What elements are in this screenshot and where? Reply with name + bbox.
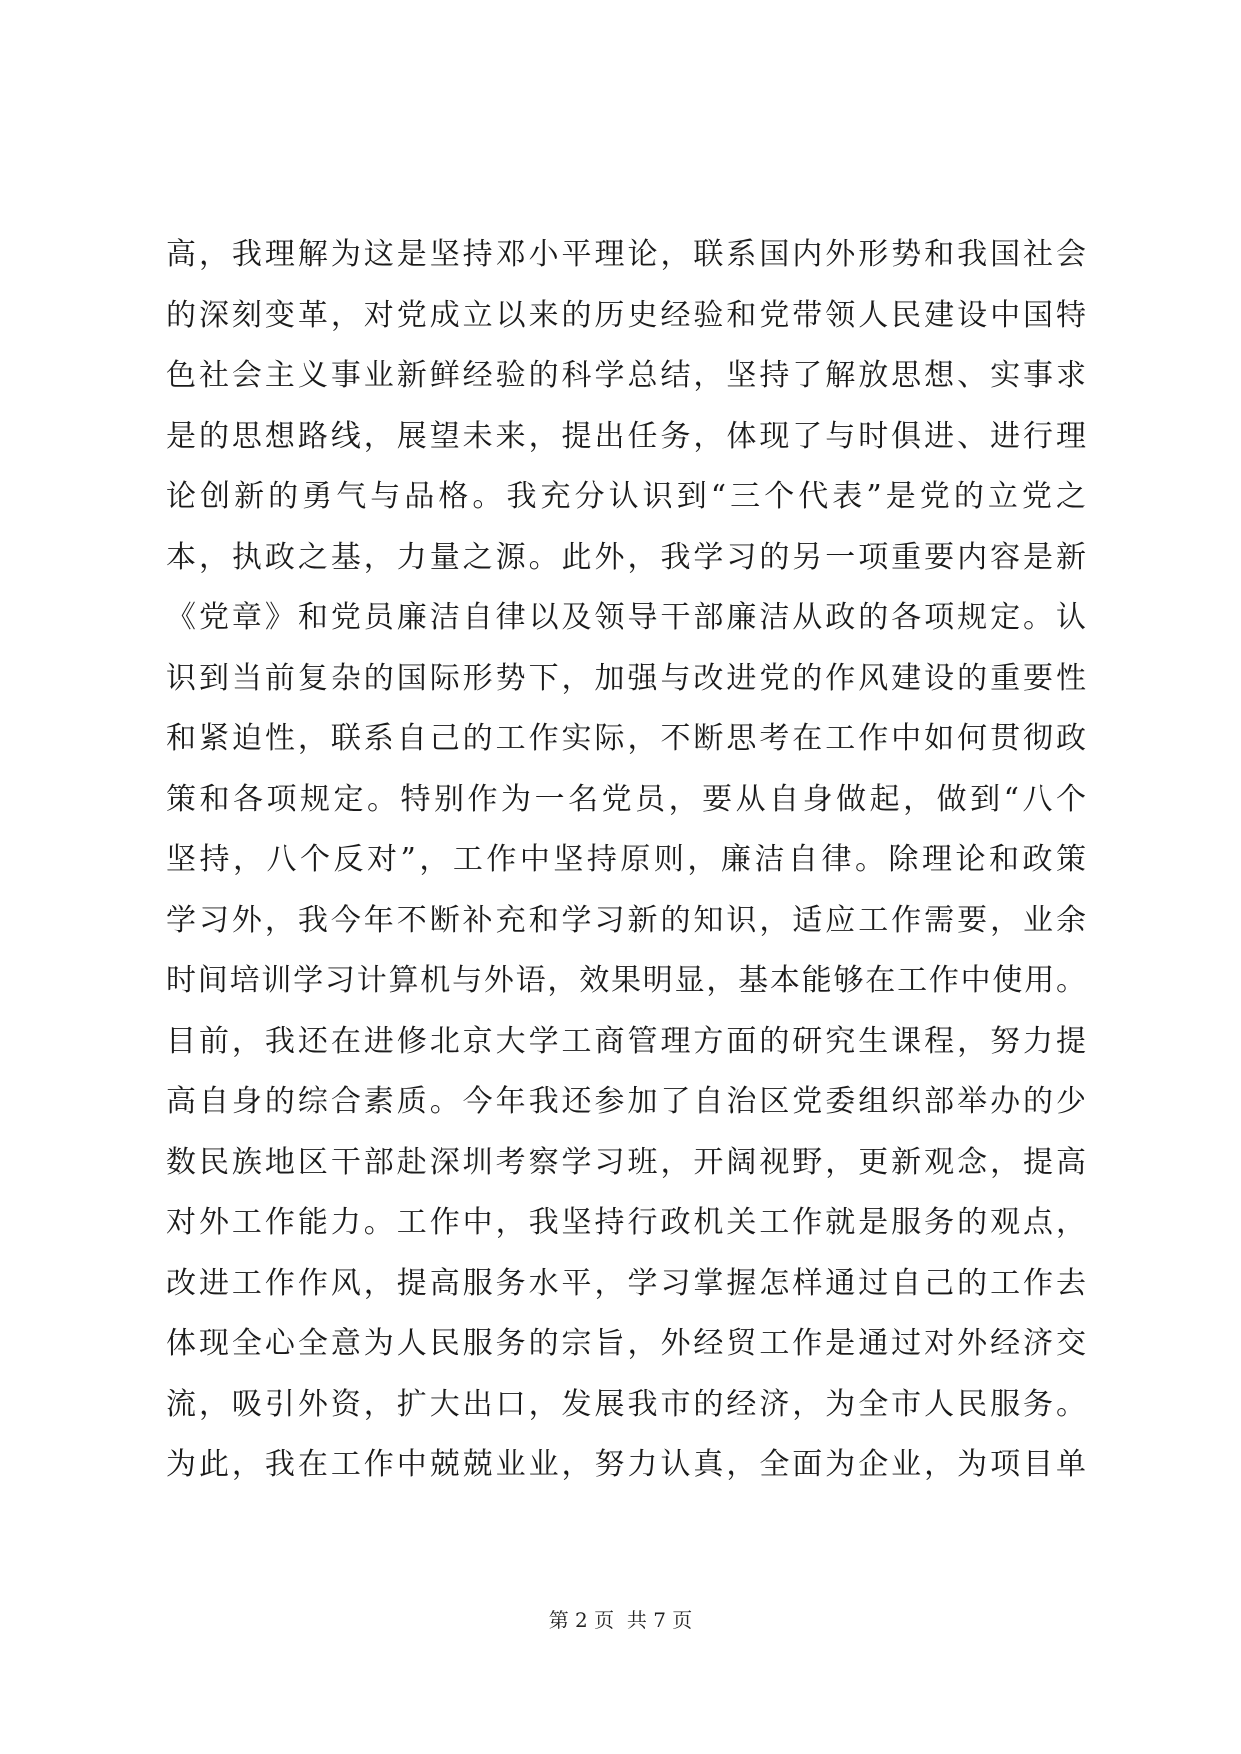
text-line: 高，我理解为这是坚持邓小平理论，联系国内外形势和我国社会 (166, 237, 1086, 272)
text-line: 时间培训学习计算机与外语，效果明显，基本能够在工作中使用。 (166, 963, 1086, 998)
text-line: 学习外，我今年不断补充和学习新的知识，适应工作需要，业余 (166, 902, 1086, 938)
text-line: 坚持，八个反对”，工作中坚持原则，廉洁自律。除理论和政策 (166, 842, 1086, 877)
page-footer (0, 1604, 1241, 1633)
body-text (166, 225, 1086, 1496)
text-line: 对外工作能力。工作中，我坚持行政机关工作就是服务的观点， (166, 1205, 1086, 1240)
text-line: 的深刻变革，对党成立以来的历史经验和党带领人民建设中国特 (166, 297, 1086, 333)
text-line: 识到当前复杂的国际形势下，加强与改进党的作风建设的重要性 (166, 660, 1086, 696)
text-line: 是的思想路线，展望未来，提出任务，体现了与时俱进、进行理 (166, 418, 1086, 454)
text-line: 策和各项规定。特别作为一名党员，要从自身做起，做到“八个 (166, 781, 1086, 817)
page-number: 第 2 页 共 7 页 (548, 1608, 693, 1632)
text-line: 流，吸引外资，扩大出口，发展我市的经济，为全市人民服务。 (166, 1386, 1086, 1422)
text-line: 目前，我还在进修北京大学工商管理方面的研究生课程，努力提 (166, 1023, 1086, 1059)
text-line: 《党章》和党员廉洁自律以及领导干部廉洁从政的各项规定。认 (166, 600, 1086, 635)
text-line: 数民族地区干部赴深圳考察学习班，开阔视野，更新观念，提高 (166, 1144, 1086, 1180)
text-line: 为此，我在工作中兢兢业业，努力认真，全面为企业，为项目单 (166, 1447, 1086, 1482)
text-line: 色社会主义事业新鲜经验的科学总结，坚持了解放思想、实事求 (166, 358, 1086, 393)
text-line: 高自身的综合素质。今年我还参加了自治区党委组织部举办的少 (166, 1084, 1086, 1119)
text-line: 本，执政之基，力量之源。此外，我学习的另一项重要内容是新 (166, 539, 1086, 575)
text-line: 体现全心全意为人民服务的宗旨，外经贸工作是通过对外经济交 (166, 1326, 1086, 1361)
text-line: 改进工作作风，提高服务水平，学习掌握怎样通过自己的工作去 (166, 1265, 1086, 1301)
text-line: 论创新的勇气与品格。我充分认识到“三个代表”是党的立党之 (166, 479, 1086, 514)
text-line: 和紧迫性，联系自己的工作实际，不断思考在工作中如何贯彻政 (166, 721, 1086, 756)
